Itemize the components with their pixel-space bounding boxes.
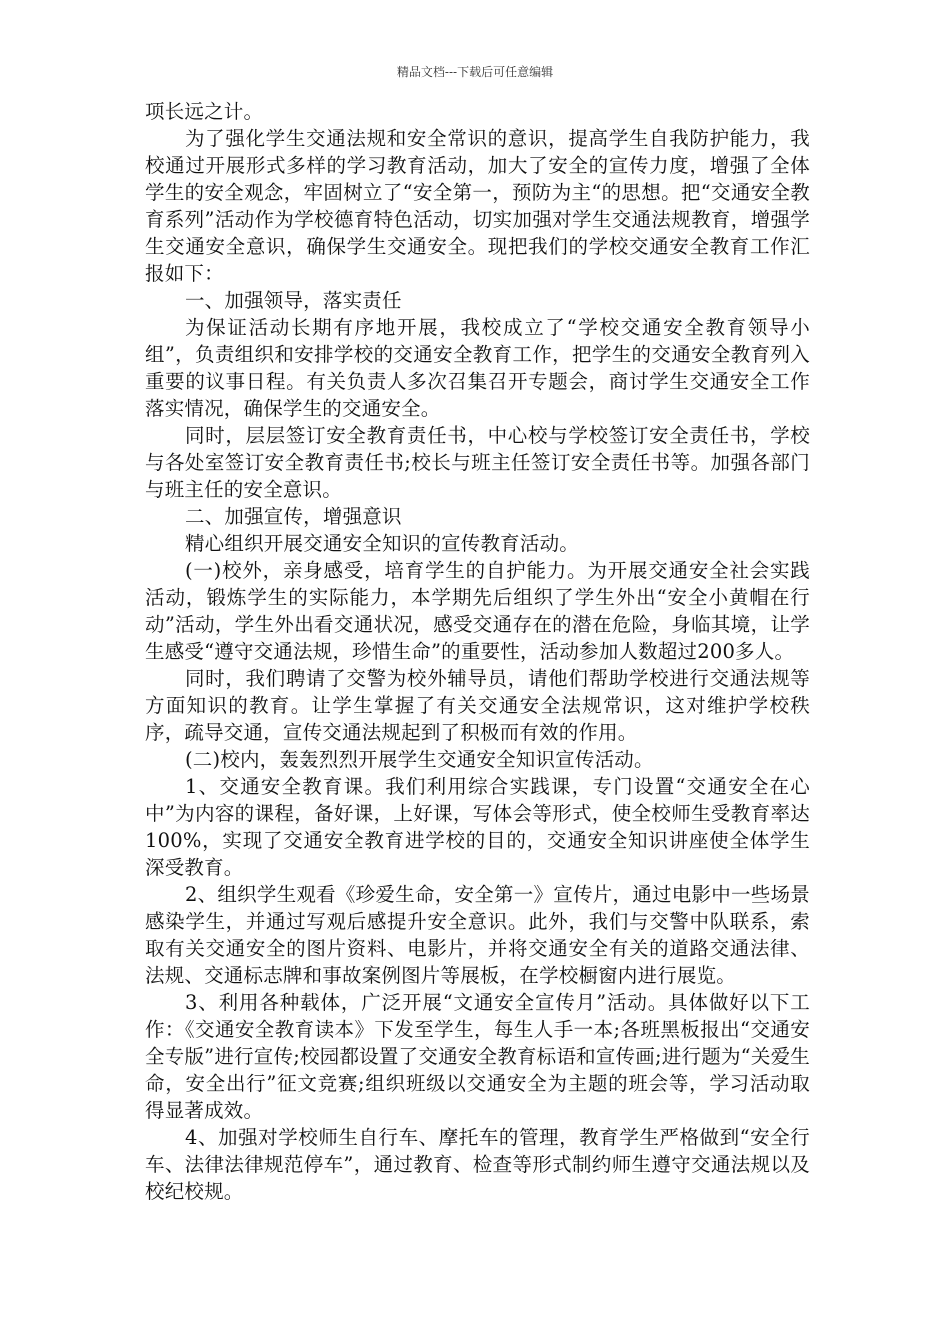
list-item-1: 1、交通安全教育课。我们利用综合实践课，专门设置“交通安全在心中”为内容的课程，备好课，上好课，写体会等形式，使全校师生受教育率达100%，实现了交通安全教育进学校的目的，交通安全知识讲座使全体学生深受教育。 bbox=[145, 775, 810, 879]
paragraph-leadership-group: 为保证活动长期有序地开展，我校成立了“学校交通安全教育领导小组”，负责组织和安排学校的交通安全教育工作，把学生的交通安全教育列入重要的议事日程。有关负责人多次召集召开专题会，商讨学生交通安全工作落实情况，确保学生的交通安全。 bbox=[145, 316, 810, 420]
document-body bbox=[145, 98, 810, 1205]
paragraph-off-campus: (一)校外，亲身感受，培育学生的自护能力。为开展交通安全社会实践活动，锻炼学生的实际能力，本学期先后组织了学生外出“安全小黄帽在行动”活动，学生外出看交通状况，感受交通存在的潜在危险，身临其境，让学生感受“遵守交通法规，珍惜生命”的重要性，活动参加人数超过200多人。 bbox=[145, 559, 810, 663]
paragraph-on-campus: (二)校内，轰轰烈烈开展学生交通安全知识宣传活动。 bbox=[184, 748, 654, 771]
paragraph-intro: 为了强化学生交通法规和安全常识的意识，提高学生自我防护能力，我校通过开展形式多样的学习教育活动，加大了安全的宣传力度，增强了全体学生的安全观念，牢固树立了“安全第一，预防为主“的思想。把“交通安全教育系列”活动作为学校德育特色活动，切实加强对学生交通法规教育，增强学生交通安全意识，确保学生交通安全。现把我们的学校交通安全教育工作汇报如下： bbox=[145, 127, 810, 285]
paragraph-continuation: 项长远之计。 bbox=[145, 100, 264, 123]
section-heading-leadership: 一、加强领导，落实责任 bbox=[184, 289, 402, 312]
section-heading-publicity: 二、加强宣传，增强意识 bbox=[184, 505, 402, 528]
list-item-4: 4、加强对学校师生自行车、摩托车的管理，教育学生严格做到“安全行车、法律法律规范停车”，通过教育、检查等形式制约师生遵守交通法规以及校纪校规。 bbox=[145, 1126, 810, 1203]
list-item-3: 3、利用各种载体，广泛开展“文通安全宣传月”活动。具体做好以下工作：《交通安全教育读本》下发至学生，每生人手一本;各班黑板报出“交通安全专版”进行宣传;校园都设置了交通安全教育标语和宣传画;进行题为“关爱生命，安全出行”征文竞赛;组织班级以交通安全为主题的班会等，学习活动取得显著成效。 bbox=[145, 991, 810, 1122]
page-header: 精品文档---下载后可任意编辑 bbox=[396, 65, 554, 79]
paragraph-traffic-police: 同时，我们聘请了交警为校外辅导员，请他们帮助学校进行交通法规等方面知识的教育。让学生掌握了有关交通安全法规常识，这对维护学校秩序，疏导交通，宣传交通法规起到了积极而有效的作用。 bbox=[145, 667, 810, 744]
list-item-2: 2、组织学生观看《珍爱生命，安全第一》宣传片，通过电影中一些场景感染学生，并通过写观后感提升安全意识。此外，我们与交警中队联系，索取有关交通安全的图片资料、电影片，并将交通安全有关的道路交通法律、法规、交通标志牌和事故案例图片等展板，在学校橱窗内进行展览。 bbox=[145, 883, 810, 987]
paragraph-publicity-intro: 精心组织开展交通安全知识的宣传教育活动。 bbox=[184, 532, 579, 555]
paragraph-responsibility: 同时，层层签订安全教育责任书，中心校与学校签订安全责任书，学校与各处室签订安全教育责任书;校长与班主任签订安全责任书等。加强各部门与班主任的安全意识。 bbox=[145, 424, 810, 501]
